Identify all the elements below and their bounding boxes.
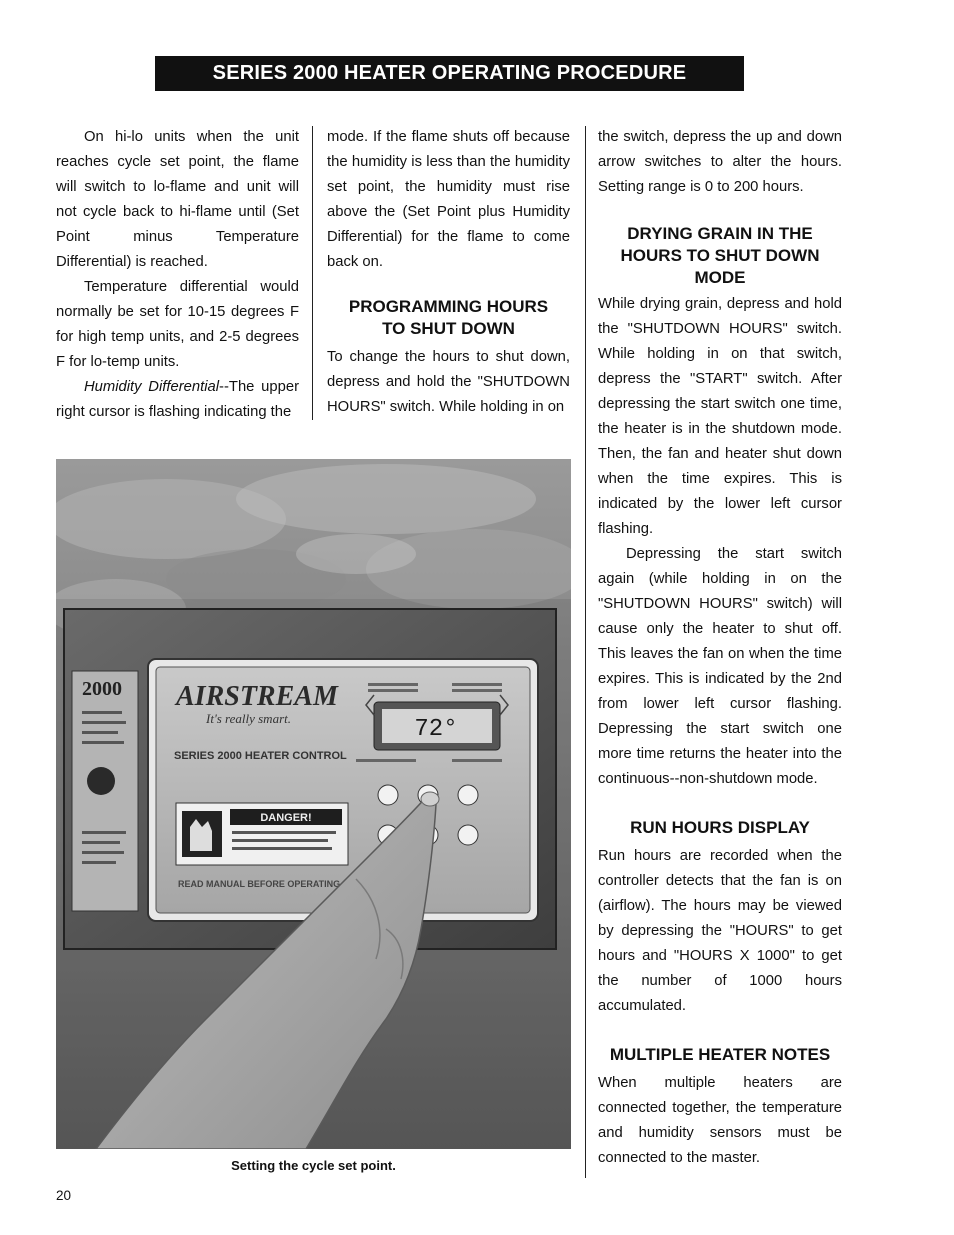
photo-caption: Setting the cycle set point. — [231, 1158, 396, 1173]
page-title: SERIES 2000 HEATER OPERATING PROCEDURE — [155, 56, 744, 91]
paragraph-drying-grain: While drying grain, depress and hold the "SHUTDOWN HOURS" switch. While holding in on that switch, depress the "START" switch. After depressing the start switch one time, the heater is in the shutdown mode. Then, the fan and heater shut down when the time expires. This is indicated by the lower left cursor flashing. — [598, 296, 842, 537]
paragraph-humidity-mode: mode. If the flame shuts off because the humidity is less than the humidity set point, the humidity must rise above the (Set Point plus Humidity Differential) for the flame to come back on. — [327, 129, 570, 270]
paragraph-run-hours: Run hours are recorded when the controller detects that the fan is on (airflow). The hours may be viewed by depressing the "HOURS" to get hours and "HOURS X 1000" to get the number of 1000 hours accumulated. — [598, 848, 842, 1014]
heading-drying-grain: DRYING GRAIN IN THE HOURS TO SHUT DOWN MODE — [620, 224, 820, 287]
heading-programming-hours: PROGRAMMING HOURS TO SHUT DOWN — [348, 297, 549, 338]
column-3 — [598, 125, 842, 1171]
paragraph-temperature-differential: Temperature differential would normally be set for 10-15 degrees F for high temp units, and 2-5 degrees F for lo-temp units. — [56, 279, 299, 370]
paragraph-change-hours: To change the hours to shut down, depress and hold the "SHUTDOWN HOURS" switch. While holding in on — [327, 349, 570, 415]
danger-label: DANGER! — [260, 812, 312, 824]
read-manual-label: READ MANUAL BEFORE OPERATING — [178, 879, 341, 889]
brand-tagline: It's really smart. — [206, 711, 291, 726]
controller-photo — [56, 459, 571, 1149]
column-2 — [327, 125, 570, 420]
controller-photo-illustration — [56, 459, 571, 1149]
brand-logo: AIRSTREAM — [176, 681, 338, 712]
model-label: 2000 — [82, 678, 122, 700]
column-1 — [56, 125, 299, 425]
column-divider-right — [585, 126, 586, 1178]
paragraph-depress-start-again: Depressing the start switch again (while holding in on the "SHUTDOWN HOURS" switch) will cause only the heater to shut off. This leaves the fan on when the time expires. This is indicated by the 2nd from lower left cursor flashing. Depressing the start switch one more time returns the heater into the continuous--non-shutdown mode. — [598, 546, 842, 787]
control-title: SERIES 2000 HEATER CONTROL — [174, 750, 347, 762]
column-divider-left — [312, 126, 313, 420]
heading-multiple-heaters: MULTIPLE HEATER NOTES — [609, 1045, 831, 1064]
page-number: 20 — [56, 1188, 72, 1203]
term-humidity-differential: Humidity Differential — [84, 379, 220, 395]
humidity-differential-text: --The upper right cursor is flashing indicating the — [56, 379, 299, 420]
display-readout: 72° — [414, 716, 458, 743]
heading-run-hours: RUN HOURS DISPLAY — [630, 818, 810, 837]
paragraph-multiple-heaters: When multiple heaters are connected together, the temperature and humidity sensors must be connected to the master. — [598, 1075, 842, 1166]
paragraph-switch-range: the switch, depress the up and down arrow switches to alter the hours. Setting range is 0 to 200 hours. — [598, 129, 842, 195]
paragraph-humidity-differential — [56, 375, 299, 425]
paragraph-hi-lo: On hi-lo units when the unit reaches cycle set point, the flame will switch to lo-flame and unit will not cycle back to hi-flame until (Set Point minus Temperature Differential) is reached. — [56, 129, 299, 270]
